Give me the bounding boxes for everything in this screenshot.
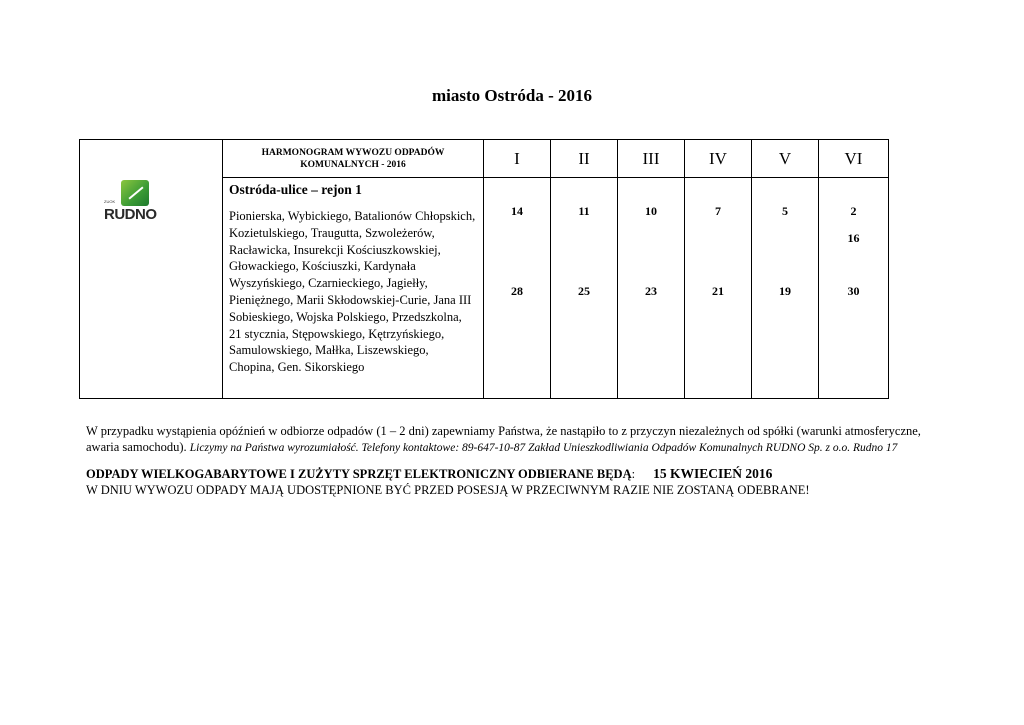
bulky-waste-line (86, 466, 946, 482)
logo-brand-text: RUDNO (104, 206, 157, 223)
month-header-1: I (484, 140, 551, 178)
street-list: Pionierska, Wybickiego, Batalionów Chłopskich, Kozietulskiego, Traugutta, Szwoleżerów, Racławicka, Insurekcji Kościuszkowskiej, Głowackiego, Kościuszki, Kardynała Wyszyńskiego, Czarnieckiego, Jagiełły, Pieniężnego, Marii Skłodowskiej-Curie, Jana III Sobieskiego, Wojska Polskiego, Przedszkolna, 21 stycznia, Stępowskiego, Kętrzyńskiego, Samulowskiego, Małłka, Liszewskiego, Chopina, Gen. Sikorskiego (229, 209, 476, 375)
date-extra: 16 (847, 231, 860, 245)
month-header-4: IV (685, 140, 752, 178)
date-first: 7 (715, 204, 721, 218)
bulky-waste-label: ODPADY WIELKOGABARYTOWE I ZUŻYTY SPRZĘT ELEKTRONICZNY ODBIERANE BĘDĄ (86, 467, 632, 481)
logo-cell (80, 140, 223, 399)
month-header-5: V (752, 140, 819, 178)
month-header-6: VI (819, 140, 889, 178)
month-header-3: III (618, 140, 685, 178)
date-second: 30 (847, 284, 860, 298)
month-header-2: II (551, 140, 618, 178)
date-second: 21 (712, 284, 724, 298)
bulky-waste-colon: : (631, 467, 636, 481)
bulky-waste-date: 15 KWIECIEŃ 2016 (653, 466, 773, 481)
notes (86, 423, 946, 498)
contact-info: Liczymy na Państwa wyrozumiałość. Telefony kontaktowe: 89-647-10-87 Zakład Unieszkodliwiania Odpadów Komunalnych RUDNO Sp. z o.o. Rudno 17 (189, 442, 898, 454)
region-title: Ostróda-ulice – rejon 1 (229, 182, 362, 197)
dates-month-1 (484, 178, 551, 399)
dates-month-5 (752, 178, 819, 399)
rudno-logo (102, 180, 168, 226)
leaf-icon (121, 180, 149, 206)
final-warning: W DNIU WYWOZU ODPADY MAJĄ UDOSTĘPNIONE BYĆ PRZED POSESJĄ W PRZECIWNYM RAZIE NIE ZOSTANĄ ODEBRANE! (86, 483, 810, 497)
dates-month-3 (618, 178, 685, 399)
date-first: 11 (578, 204, 590, 218)
schedule-header: HARMONOGRAM WYWOZU ODPADÓW KOMUNALNYCH - 2016 (223, 140, 484, 178)
date-second: 28 (511, 284, 523, 298)
streets-cell (223, 178, 484, 399)
date-second: 23 (645, 284, 657, 298)
dates-month-6 (819, 178, 889, 399)
dates-month-2 (551, 178, 618, 399)
delay-notice-text: W przypadku wystąpienia opóźnień w odbiorze odpadów (1 – 2 dni) zapewniamy Państwa, że nastąpiło to z przyczyn niezależnych od spółki (warunki atmosferyczne, awaria samochodu). (86, 424, 921, 454)
dates-month-4 (685, 178, 752, 399)
delay-notice (86, 423, 946, 456)
date-second: 25 (578, 284, 590, 298)
date-second: 19 (779, 284, 791, 298)
date-first: 10 (645, 204, 657, 218)
logo-small-text: ZUOK (104, 199, 116, 204)
schedule-table (79, 139, 889, 399)
date-first: 14 (511, 204, 523, 218)
date-first: 5 (782, 204, 788, 218)
date-first: 2 (850, 204, 857, 218)
page-title: miasto Ostróda - 2016 (431, 86, 593, 105)
